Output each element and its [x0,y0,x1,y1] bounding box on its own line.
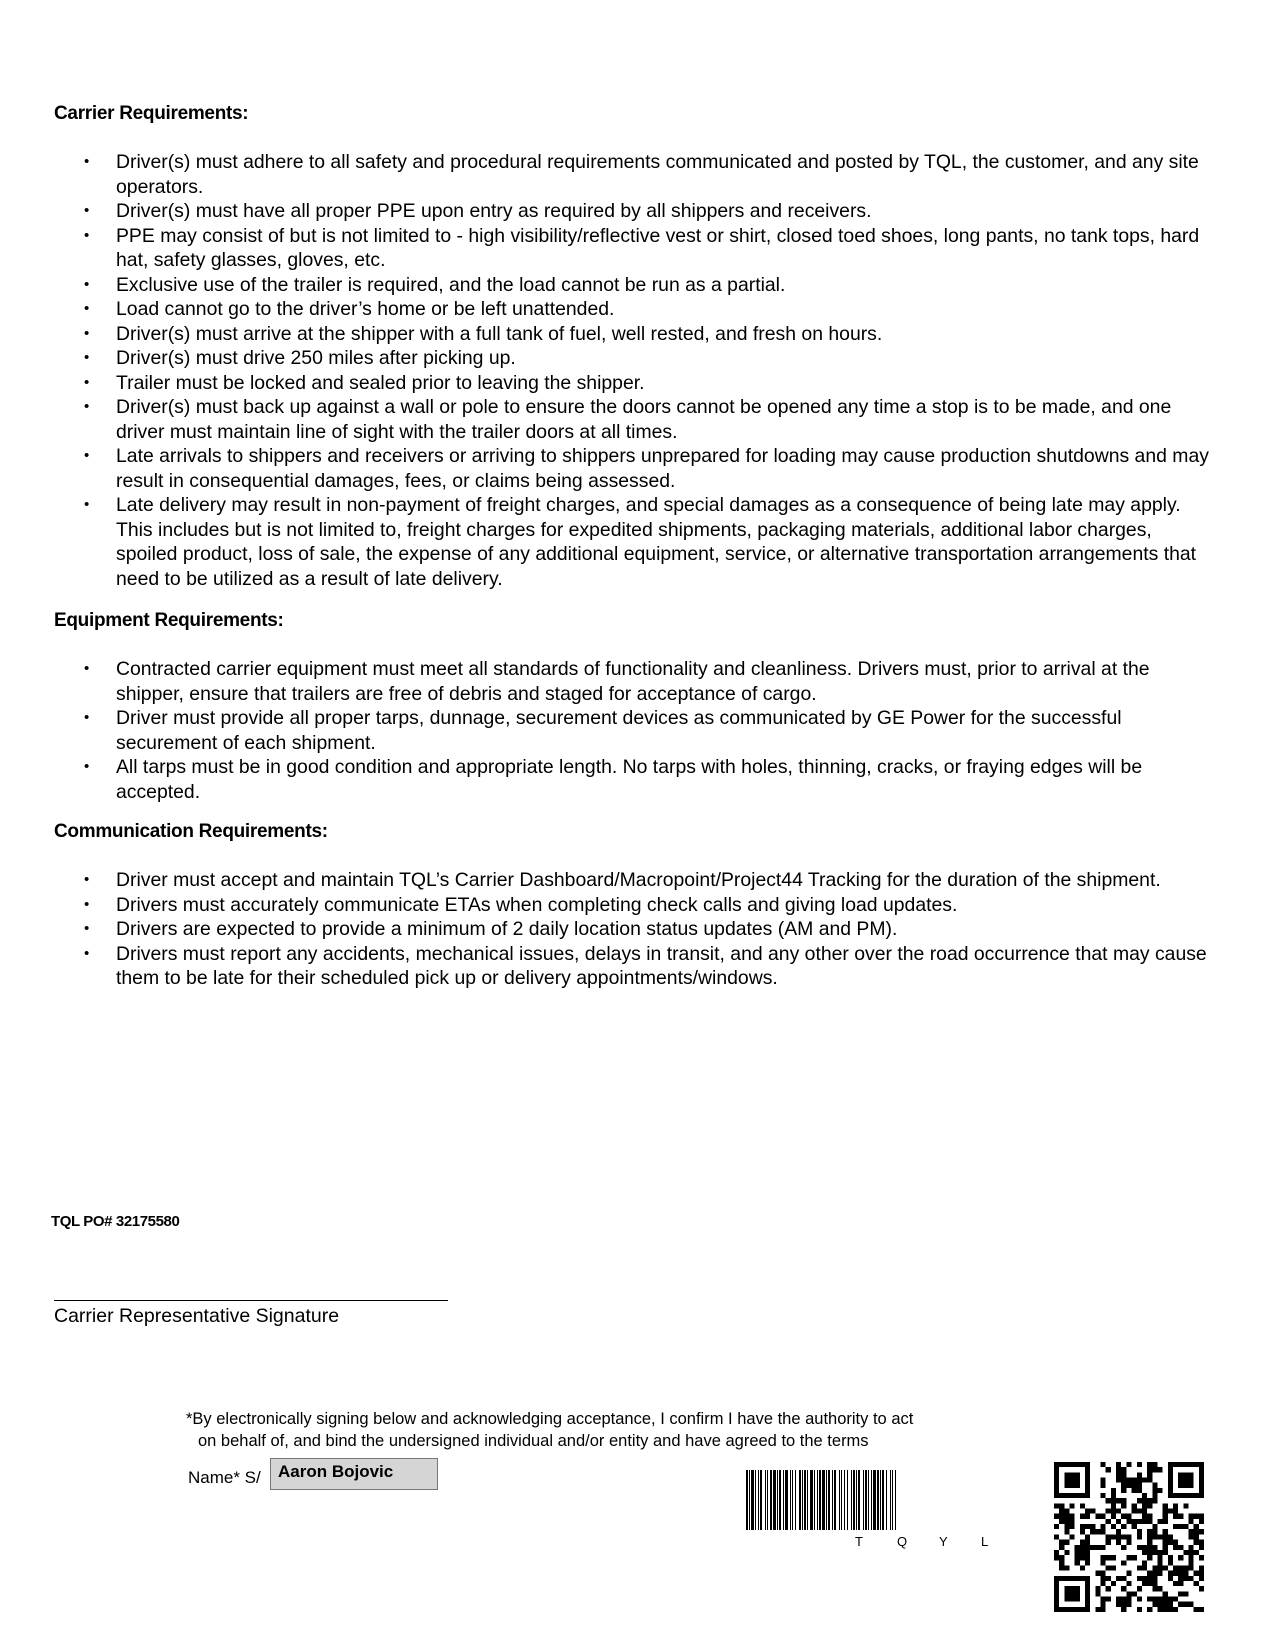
requirement-item [0,224,1230,273]
requirement-item [0,150,1230,199]
requirement-text: Drivers must accurately communicate ETAs when completing check calls and giving load updates. [116,893,958,916]
requirement-item [0,395,1230,444]
bullet-icon: • [84,153,90,170]
requirement-text: Driver(s) must adhere to all safety and procedural requirements communicated and posted by TQL, the customer, and any site operators. [116,151,1199,198]
bullet-icon: • [84,398,90,415]
e-sign-disclaimer [186,1408,1046,1452]
communication-requirements-list [0,868,1230,991]
equipment-requirements-list [0,657,1230,804]
disclaimer-line-2: on behalf of, and bind the undersigned individual and/or entity and have agreed to the terms [198,1432,869,1450]
requirement-text: Load cannot go to the driver’s home or be left unattended. [116,298,615,320]
disclaimer-line-1: *By electronically signing below and acknowledging acceptance, I confirm I have the authority to act [186,1410,914,1428]
requirement-item [0,371,1230,396]
requirement-item [0,868,1230,893]
requirement-text: Late delivery may result in non-payment of freight charges, and special damages as a consequence of being late may apply. This includes but is not limited to, freight charges for expedited shipments, packaging materials, additional labor charges, spoiled product, loss of sale, the expense of any additional equipment, service, or alternative transportation arrangements that need to be utilized as a result of late delivery. [116,494,1197,590]
barcode-char: T [855,1534,863,1549]
bullet-icon: • [84,871,90,888]
equipment-requirements-heading: Equipment Requirements: [54,610,284,631]
requirement-text: PPE may consist of but is not limited to - high visibility/reflective vest or shirt, closed toed shoes, long pants, no tank tops, hard hat, safety glasses, gloves, etc. [116,224,1200,271]
signature-label: Carrier Representative Signature [54,1305,340,1327]
requirement-item [0,706,1230,755]
requirement-item [0,942,1230,991]
bullet-icon: • [84,660,90,677]
qr-code-icon [1054,1462,1204,1612]
requirement-item [0,917,1230,942]
requirement-text: Trailer must be locked and sealed prior to leaving the shipper. [116,371,645,394]
requirement-text: Driver(s) must arrive at the shipper with a full tank of fuel, well rested, and fresh on hours. [116,322,883,345]
requirement-item [0,273,1230,298]
bullet-icon: • [84,496,90,513]
signature-line[interactable] [54,1300,448,1301]
requirement-item [0,755,1230,804]
communication-requirements-heading: Communication Requirements: [54,821,328,842]
requirement-item [0,297,1230,322]
name-label: Name* S/ [188,1468,261,1487]
bullet-icon: • [84,895,90,913]
bullet-icon: • [84,226,90,244]
bullet-icon: • [84,447,90,464]
requirement-item [0,657,1230,706]
bullet-icon: • [84,275,90,293]
requirement-text: Late arrivals to shippers and receivers or arriving to shippers unprepared for loading may cause production shutdowns and may result in consequential damages, fees, or claims being assessed. [116,445,1209,492]
requirement-text: Drivers are expected to provide a minimum of 2 daily location status updates (AM and PM). [116,918,898,940]
carrier-requirements-heading: Carrier Requirements: [54,103,249,124]
barcode-caption [855,1534,1023,1549]
requirement-item [0,346,1230,371]
requirement-text: Drivers must report any accidents, mechanical issues, delays in transit, and any other over the road occurrence that may cause them to be late for their scheduled pick up or delivery appointments/windows. [116,942,1207,989]
requirement-item [0,322,1230,347]
bullet-icon: • [84,758,90,775]
bullet-icon: • [84,300,90,317]
requirement-text: Driver must accept and maintain TQL’s Carrier Dashboard/Macropoint/Project44 Tracking for the duration of the shipment. [116,869,1161,891]
requirement-text: Driver(s) must drive 250 miles after picking up. [116,347,516,369]
requirement-item [0,444,1230,493]
barcode-char: Q [897,1534,908,1549]
barcode-char: Y [939,1534,948,1549]
bullet-icon: • [84,202,90,219]
barcode-icon [746,1470,1036,1530]
bullet-icon: • [84,349,90,366]
bullet-icon: • [84,944,90,962]
requirement-item [0,199,1230,224]
requirement-text: All tarps must be in good condition and appropriate length. No tarps with holes, thinning, cracks, or fraying edges will be accepted. [116,756,1143,803]
barcode-char: L [981,1534,989,1549]
po-number: TQL PO# 32175580 [51,1213,180,1230]
requirement-item [0,493,1230,591]
requirement-text: Exclusive use of the trailer is required, and the load cannot be run as a partial. [116,273,786,296]
requirement-text: Driver(s) must have all proper PPE upon entry as required by all shippers and receivers. [116,200,872,222]
bullet-icon: • [84,709,90,726]
signer-name-field[interactable]: Aaron Bojovic [270,1458,438,1490]
carrier-requirements-list [0,150,1230,591]
requirement-text: Driver must provide all proper tarps, dunnage, securement devices as communicated by GE Power for the successful securement of each shipment. [116,707,1122,754]
requirement-text: Contracted carrier equipment must meet all standards of functionality and cleanliness. Drivers must, prior to arrival at the shipper, ensure that trailers are free of debris and staged for acceptance of cargo. [116,658,1150,705]
requirement-text: Driver(s) must back up against a wall or pole to ensure the doors cannot be opened any time a stop is to be made, and one driver must maintain line of sight with the trailer doors at all times. [116,396,1172,443]
bullet-icon: • [84,324,90,342]
bullet-icon: • [84,920,90,937]
bullet-icon: • [84,373,90,391]
requirement-item [0,893,1230,918]
